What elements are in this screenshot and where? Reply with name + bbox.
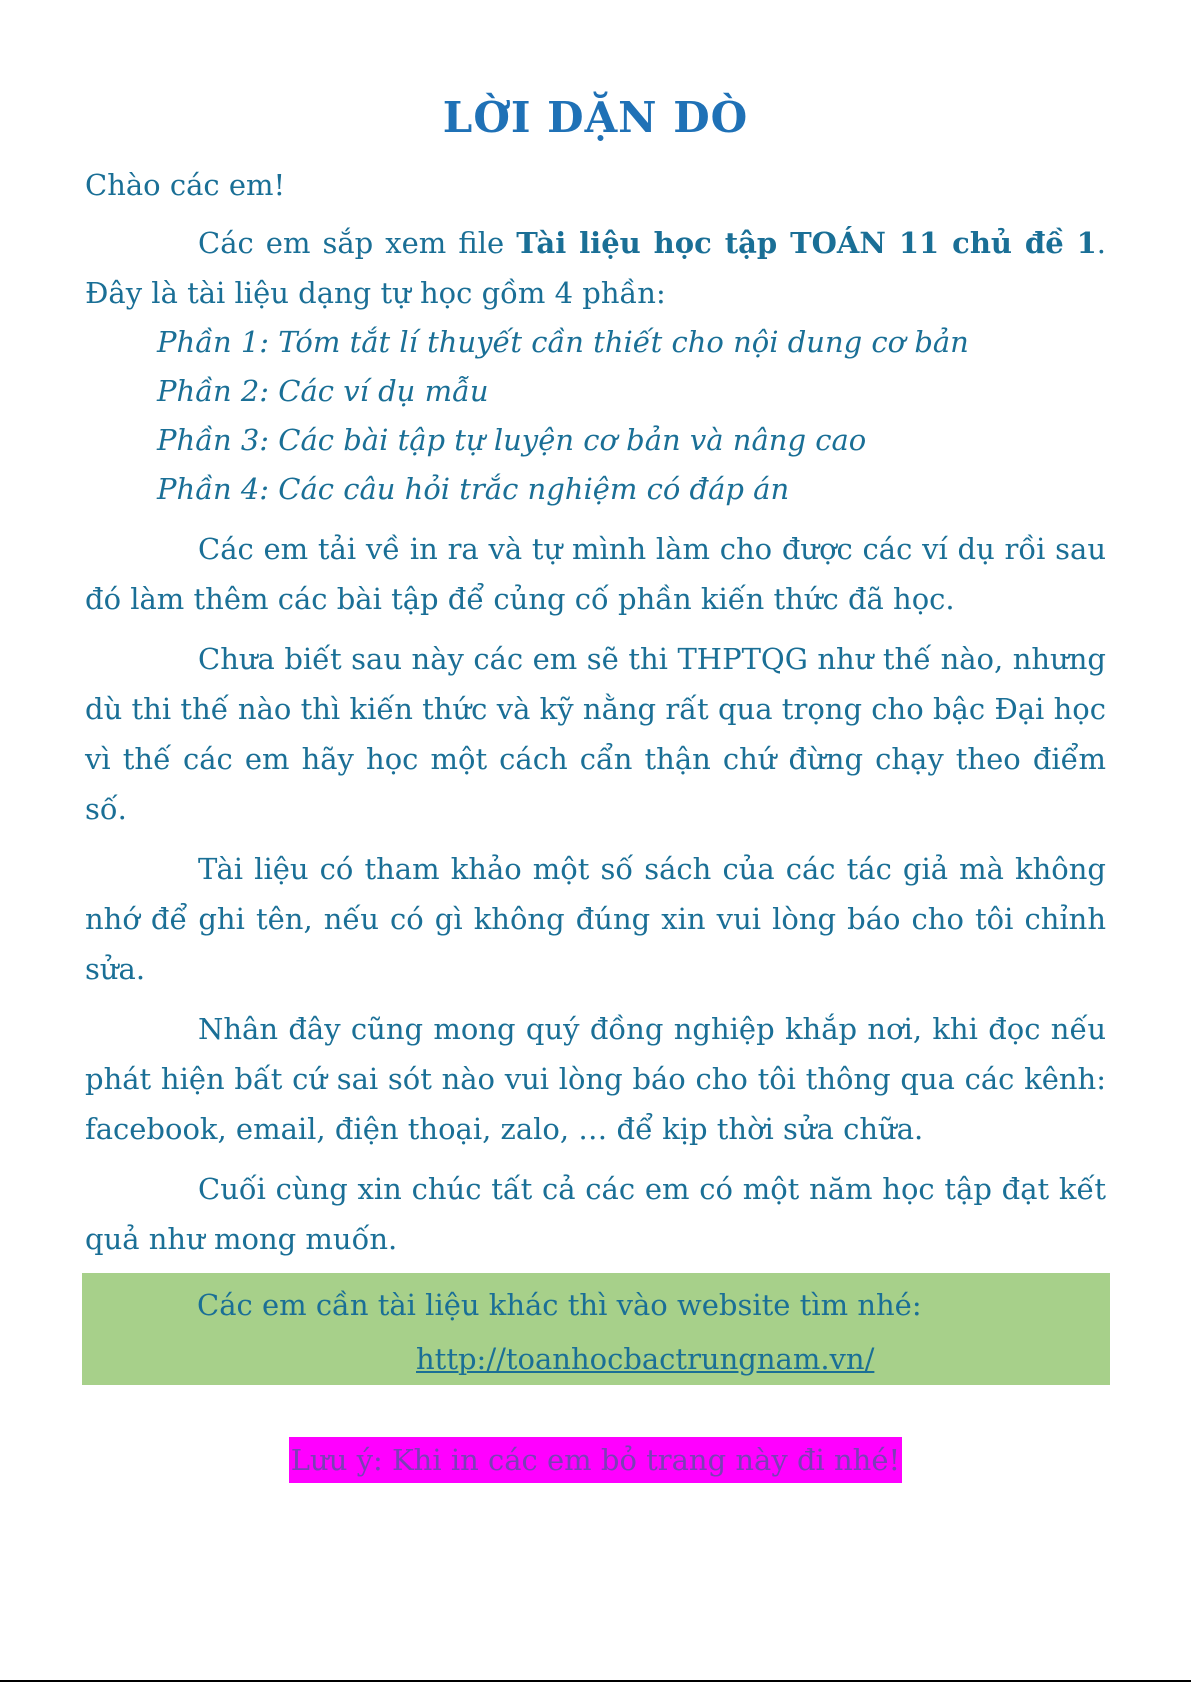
part-item-4: Phần 4: Các câu hỏi trắc nghiệm có đáp án — [157, 472, 790, 506]
intro-prefix: Các em sắp xem file — [198, 226, 517, 260]
paragraph-references: Tài liệu có tham khảo một số sách của các tác giả mà không nhớ để ghi tên, nếu có gì không đúng xin vui lòng báo cho tôi chỉnh sửa. — [85, 852, 1106, 986]
print-note-row — [0, 1437, 1191, 1483]
parts-list — [85, 318, 1106, 514]
intro-paragraph — [85, 218, 1106, 318]
document-body — [85, 88, 1106, 1264]
part-item-2: Phần 2: Các ví dụ mẫu — [157, 374, 489, 408]
greeting: Chào các em! — [85, 168, 286, 202]
website-link[interactable]: http://toanhocbactrungnam.vn/ — [416, 1342, 875, 1376]
website-promo-box — [82, 1273, 1110, 1385]
paragraph-exam: Chưa biết sau này các em sẽ thi THPTQG như thế nào, nhưng dù thi thế nào thì kiến thức và kỹ nằng rất qua trọng cho bậc Đại học vì thế các em hãy học một cách cẩn thận chứ đừng chạy theo điểm số. — [85, 642, 1106, 826]
print-note: Lưu ý: Khi in các em bỏ trang này đi nhé! — [289, 1437, 902, 1483]
part-item-3: Phần 3: Các bài tập tự luyện cơ bản và nâng cao — [157, 423, 867, 457]
paragraph-practice: Các em tải về in ra và tự mình làm cho được các ví dụ rồi sau đó làm thêm các bài tập để củng cố phần kiến thức đã học. — [85, 532, 1106, 616]
paragraph-feedback: Nhân đây cũng mong quý đồng nghiệp khắp nơi, khi đọc nếu phát hiện bất cứ sai sót nào vui lòng báo cho tôi thông qua các kênh: facebook, email, điện thoại, zalo, … để kịp thời sửa chữa. — [85, 1012, 1106, 1146]
page-title: LỜI DẶN DÒ — [442, 93, 749, 142]
part-item-1: Phần 1: Tóm tắt lí thuyết cần thiết cho nội dung cơ bản — [157, 325, 969, 359]
document-name: Tài liệu học tập TOÁN 11 chủ đề 1 — [516, 226, 1097, 260]
intro-suffix: . Đây là tài liệu dạng tự học gồm 4 phần: — [85, 226, 1106, 310]
promo-text: Các em cần tài liệu khác thì vào website tìm nhé: — [197, 1288, 922, 1322]
paragraph-wishes: Cuối cùng xin chúc tất cả các em có một năm học tập đạt kết quả như mong muốn. — [85, 1172, 1106, 1256]
page-bottom-divider — [0, 1680, 1191, 1682]
